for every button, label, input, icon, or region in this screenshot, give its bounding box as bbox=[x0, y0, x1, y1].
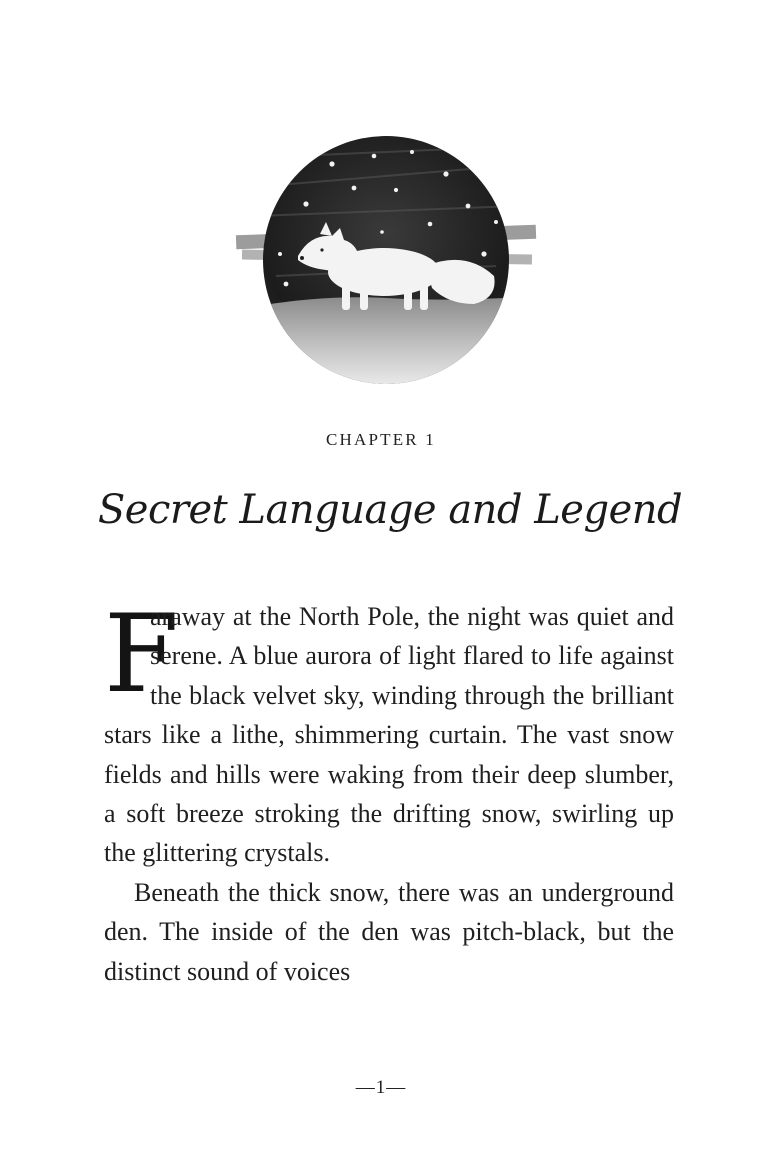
body-text bbox=[104, 592, 674, 991]
arctic-fox-illustration bbox=[236, 126, 536, 396]
paragraph-1-text: araway at the North Pole, the night was quiet and serene. A blue aurora of light flared to life against the black velvet sky, winding through the brilliant stars like a lithe, shimmering curtain. The vast snow fields and hills were waking from their deep slumber, a soft breeze stroking the drifting snow, swirling up the glittering crystals. bbox=[104, 602, 674, 868]
chapter-title: Secret Language and Legend bbox=[97, 487, 683, 533]
drop-cap: F bbox=[104, 592, 179, 717]
page-number: —1— bbox=[355, 1077, 407, 1098]
paragraph-2: Beneath the thick snow, there was an underground den. The inside of the den was pitch-black, but the distinct sound of voices bbox=[104, 877, 674, 986]
paragraph-1 bbox=[104, 592, 674, 873]
chapter-label: CHAPTER 1 bbox=[325, 430, 436, 449]
arctic-fox-icon bbox=[236, 126, 536, 396]
